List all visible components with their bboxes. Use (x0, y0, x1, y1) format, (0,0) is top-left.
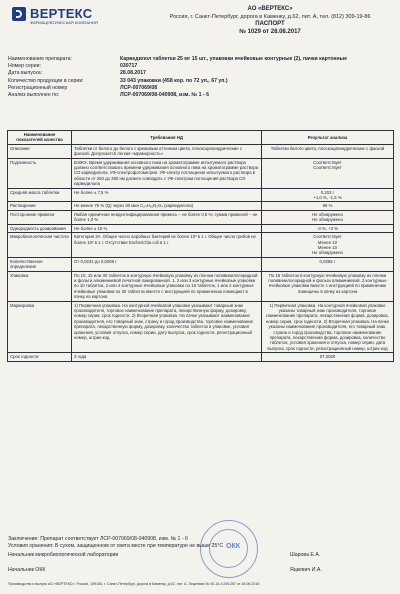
signature-name-okk: Яцкевич И.А. (290, 567, 322, 573)
logo-subtitle: ФАРМАЦЕВТИЧЕСКАЯ КОМПАНИЯ (30, 20, 98, 25)
col-header-parameter: Наименование показателей качества (8, 131, 72, 145)
cell-parameter: Маркировка (8, 301, 72, 353)
doc-number: № 1029 от 28.08.2017 (239, 28, 301, 35)
meta-key: Номер серии: (8, 63, 42, 70)
table-row (8, 202, 394, 210)
cell-result: 1) Первичная упаковка. На контурной ячейковой упаковке указаны товарный знак производителя, торговое наименование препарата, лекарственная форма, дозировка, номер серии, срок годности. 2) Вторичная упаковка. На пачке указаны наименование производителя, его товарный знак, страна и город производства, торговое наименование препарата, лекарственная форма, дозировка, количество таблеток, условия хранения и отпуска, номер серии, дата выпуска, срок годности, регистрационный номер, штрих-код (262, 301, 394, 353)
table-row (8, 301, 394, 353)
company-name: АО «ВЕРТЕКС» (247, 6, 293, 12)
cell-requirement: Категория 3А. Общее число аэробных бактерий не более 10³ в 1 г. Общее число грибов не более 10² в 1 г. Отсутствие Escherichia coli в 1 г (72, 233, 262, 258)
cell-requirement: 1) Первичная упаковка. На контурной ячейковой упаковке указывают товарный знак производителя, торговое наименование препарата, лекарственную форму, дозировку, номер серии, срок годности. 2) Вторичная упаковка. На пачке указывают наименование производителя, его товарный знак, страну и город производства, торговое наименование препарата, лекарственную форму, дозировку, количество таблеток в упаковке, условия хранения, условия отпуска, номер серии, дату выпуска, срок годности, регистрационный номер, штрих-код (72, 301, 262, 353)
table-row (8, 257, 394, 271)
cell-result: 07.2020 (262, 353, 394, 361)
cell-result: 0,202 г +1,0 %, -1,5 % (262, 188, 394, 202)
meta-row (8, 63, 392, 70)
table-row (8, 224, 394, 232)
cell-parameter: Срок годности (8, 353, 72, 361)
cell-parameter: Подлинность (8, 158, 72, 188)
cell-result: Не обнаружено Не обнаружено (262, 210, 394, 224)
cell-parameter: Посторонние примеси (8, 210, 72, 224)
signature-name-micro: Шарова Е.А. (290, 552, 321, 558)
table-row (8, 233, 394, 258)
cell-requirement: Не более ± 15 % (72, 224, 262, 232)
cell-result: По 15 таблеток в контурную ячейковую упаковку из пленки поливинилхлоридной и фольги алюминиевой. 2 контурные ячейковые упаковки вместе с инструкцией по применению помещены в пачку из картона (262, 271, 394, 301)
meta-value: Карведилол таблетки 25 мг 15 шт., упаковки ячейковые контурные (2), пачки картонные (120, 56, 347, 62)
meta-key: Количество продукции в серии: (8, 77, 84, 84)
cell-requirement: Таблетки от белого до белого с кремовым оттенком цвета, плоскоцилиндрические с фаской. Допускается легкая «мраморность» (72, 144, 262, 158)
meta-value: ЛСР-007069/08-040908, изм. № 1 - 6 (120, 92, 209, 99)
cell-parameter: Количественное определение (8, 257, 72, 271)
cell-requirement: Не менее 75 % (Q) через 30 мин С₂₄H₂₆N₂O₄ (карведилола) (72, 202, 262, 210)
meta-row (8, 56, 392, 63)
cell-result: Соответствует Менее 10 Менее 10 Не обнаружено (262, 233, 394, 258)
cell-requirement: 3 года (72, 353, 262, 361)
cell-parameter: Микробиологическая чистота (8, 233, 72, 258)
company-logo (12, 6, 92, 21)
meta-value: 33 043 упаковки (458 кор. по 72 уп., 67 уп.) (120, 77, 228, 84)
cell-result: 95 % (262, 202, 394, 210)
table-row (8, 353, 394, 361)
cell-parameter: Упаковка (8, 271, 72, 301)
cell-result: Таблетки белого цвета, плоскоцилиндрические с фаской (262, 144, 394, 158)
document-header (150, 6, 390, 36)
meta-row (8, 70, 392, 77)
meta-key: Наименование препарата: (8, 56, 72, 62)
table-row (8, 158, 394, 188)
table-row (8, 210, 394, 224)
conclusion-text: Заключение: Препарат соответствует ЛСР-007069/08-040908, изм. № 1 - 6 (8, 536, 188, 542)
cell-result: -3 %, +3 % (262, 224, 394, 232)
product-meta (8, 56, 392, 99)
table-row (8, 144, 394, 158)
table-row (8, 188, 394, 202)
cell-requirement: ВЭЖХ. Время удерживания основного пика на хроматограмме испытуемого раствора должно соответствовать времени удерживания основного пика на хроматограмме раствора СО карведилола. УФ-спектрофотометрия. УФ-спектр поглощения испытуемого раствора в области от 260 до 380 нм должен совпадать с УФ-спектром поглощения раствора СО карведилола (72, 158, 262, 188)
cell-parameter: Однородность дозирования (8, 224, 72, 232)
quality-table (7, 130, 394, 362)
signature-role-micro: Начальник микробиологической лаборатории (8, 552, 119, 558)
cell-requirement: Не более ± 7,5 % (72, 188, 262, 202)
cell-parameter: Растворение (8, 202, 72, 210)
cell-result: 0,0255 г (262, 257, 394, 271)
logo-mark-icon (12, 7, 26, 21)
bottom-note: Производство и выпуск АО «ВЕРТЕКС», Россия, 199106, г. Санкт-Петербург, дорога в Каменку, д.62, лит. А. Лицензия № 00-16-4-001257 от 28.06.2016 (8, 582, 260, 586)
cell-parameter: Средняя масса таблетки (8, 188, 72, 202)
meta-row (8, 92, 392, 99)
table-row (8, 271, 394, 301)
meta-value: 030717 (120, 63, 138, 70)
cell-requirement: Любая единичная неидентифицированная примесь – не более 0,5 %; сумма примесей – не более 1,0 % (72, 210, 262, 224)
stamp-text: ОКК (226, 543, 240, 550)
meta-key: Анализ выполнен по: (8, 92, 60, 99)
meta-key: Дата выпуска: (8, 70, 43, 77)
cell-requirement: От 0,0231 до 0,0269 г (72, 257, 262, 271)
meta-value: 28.08.2017 (120, 70, 146, 77)
signature-role-okk: Начальник ОКК (8, 567, 46, 573)
cell-parameter: Описание (8, 144, 72, 158)
doc-type: ПАСПОРТ (255, 21, 285, 27)
storage-text: Условия хранения: В сухом, защищенном от света месте при температуре не выше 25°С (8, 542, 224, 549)
meta-row (8, 78, 392, 85)
company-address: Россия, г. Санкт-Петербург, дорога в Каменку, д.62, лит. А, тел. (812) 309-19-86 (169, 13, 371, 20)
meta-key: Регистрационный номер (8, 84, 68, 91)
cell-requirement: По 10, 15 или 30 таблеток в контурную ячейковую упаковку из пленки поливинилхлоридной и фольги алюминиевой печатной лакированной. 1, 2 или 3 контурные ячейковые упаковки по 10 таблеток, 2 или 4 контурные ячейковые упаковки по 15 таблеток, 1 или 2 контурные ячейковые упаковки по 30 таблеток вместе с инструкцией по применению помещают в пачку из картона (72, 271, 262, 301)
col-header-result: Результат анализа (262, 131, 394, 145)
logo-text: ВЕРТЕКС (30, 6, 93, 21)
cell-result: Соответствует Соответствует (262, 158, 394, 188)
table-header-row (8, 131, 394, 145)
meta-value: ЛСР-007069/08 (120, 84, 158, 91)
meta-row (8, 85, 392, 92)
col-header-requirements: Требования НД (72, 131, 262, 145)
